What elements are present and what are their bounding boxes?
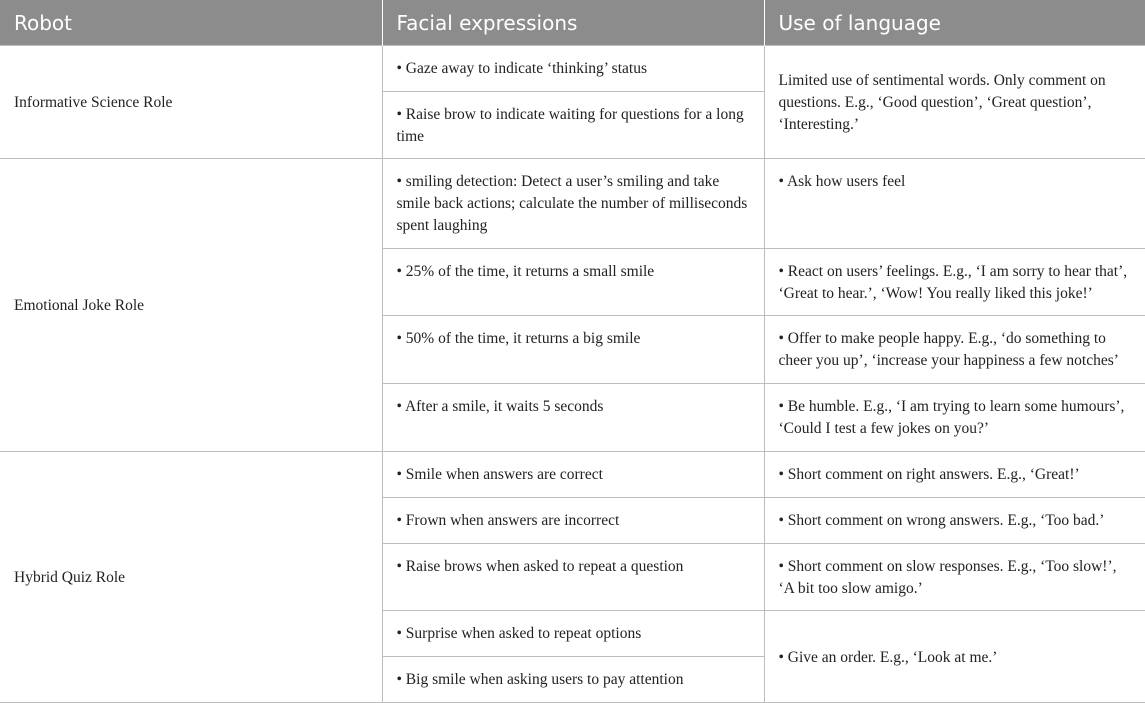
language-cell: • Ask how users feel <box>764 159 1145 249</box>
table-row <box>0 46 1145 92</box>
language-cell: • Short comment on wrong answers. E.g., ‘Too bad.’ <box>764 498 1145 544</box>
header-row <box>0 0 1145 46</box>
language-cell: • Be humble. E.g., ‘I am trying to learn some humours’, ‘Could I test a few jokes on you?’ <box>764 384 1145 452</box>
face-cell: • Gaze away to indicate ‘thinking’ status <box>382 46 764 92</box>
face-cell: • Surprise when asked to repeat options <box>382 611 764 657</box>
face-cell: • 25% of the time, it returns a small smile <box>382 249 764 316</box>
face-cell: • Raise brow to indicate waiting for questions for a long time <box>382 92 764 159</box>
table-row <box>0 452 1145 498</box>
face-cell: • After a smile, it waits 5 seconds <box>382 384 764 452</box>
language-cell: • Offer to make people happy. E.g., ‘do something to cheer you up’, ‘increase your happiness a few notches’ <box>764 316 1145 384</box>
header-robot: Robot <box>0 0 382 46</box>
role-informative-science: Informative Science Role <box>0 46 382 159</box>
table-header <box>0 0 1145 46</box>
face-cell: • smiling detection: Detect a user’s smiling and take smile back actions; calculate the number of milliseconds spent laughing <box>382 159 764 249</box>
table-body <box>0 46 1145 703</box>
face-cell: • Raise brows when asked to repeat a question <box>382 544 764 611</box>
face-cell: • 50% of the time, it returns a big smile <box>382 316 764 384</box>
header-use-of-language: Use of language <box>764 0 1145 46</box>
face-cell: • Big smile when asking users to pay attention <box>382 657 764 703</box>
face-cell: • Frown when answers are incorrect <box>382 498 764 544</box>
table-row <box>0 159 1145 249</box>
language-cell: • Short comment on slow responses. E.g., ‘Too slow!’, ‘A bit too slow amigo.’ <box>764 544 1145 611</box>
language-cell: • React on users’ feelings. E.g., ‘I am sorry to hear that’, ‘Great to hear.’, ‘Wow! You really liked this joke!’ <box>764 249 1145 316</box>
role-emotional-joke: Emotional Joke Role <box>0 159 382 452</box>
language-cell: • Short comment on right answers. E.g., ‘Great!’ <box>764 452 1145 498</box>
language-cell: • Give an order. E.g., ‘Look at me.’ <box>764 611 1145 703</box>
language-cell: Limited use of sentimental words. Only comment on questions. E.g., ‘Good question’, ‘Great question’, ‘Interesting.’ <box>764 46 1145 159</box>
face-cell: • Smile when answers are correct <box>382 452 764 498</box>
role-hybrid-quiz: Hybrid Quiz Role <box>0 452 382 703</box>
header-facial-expressions: Facial expressions <box>382 0 764 46</box>
